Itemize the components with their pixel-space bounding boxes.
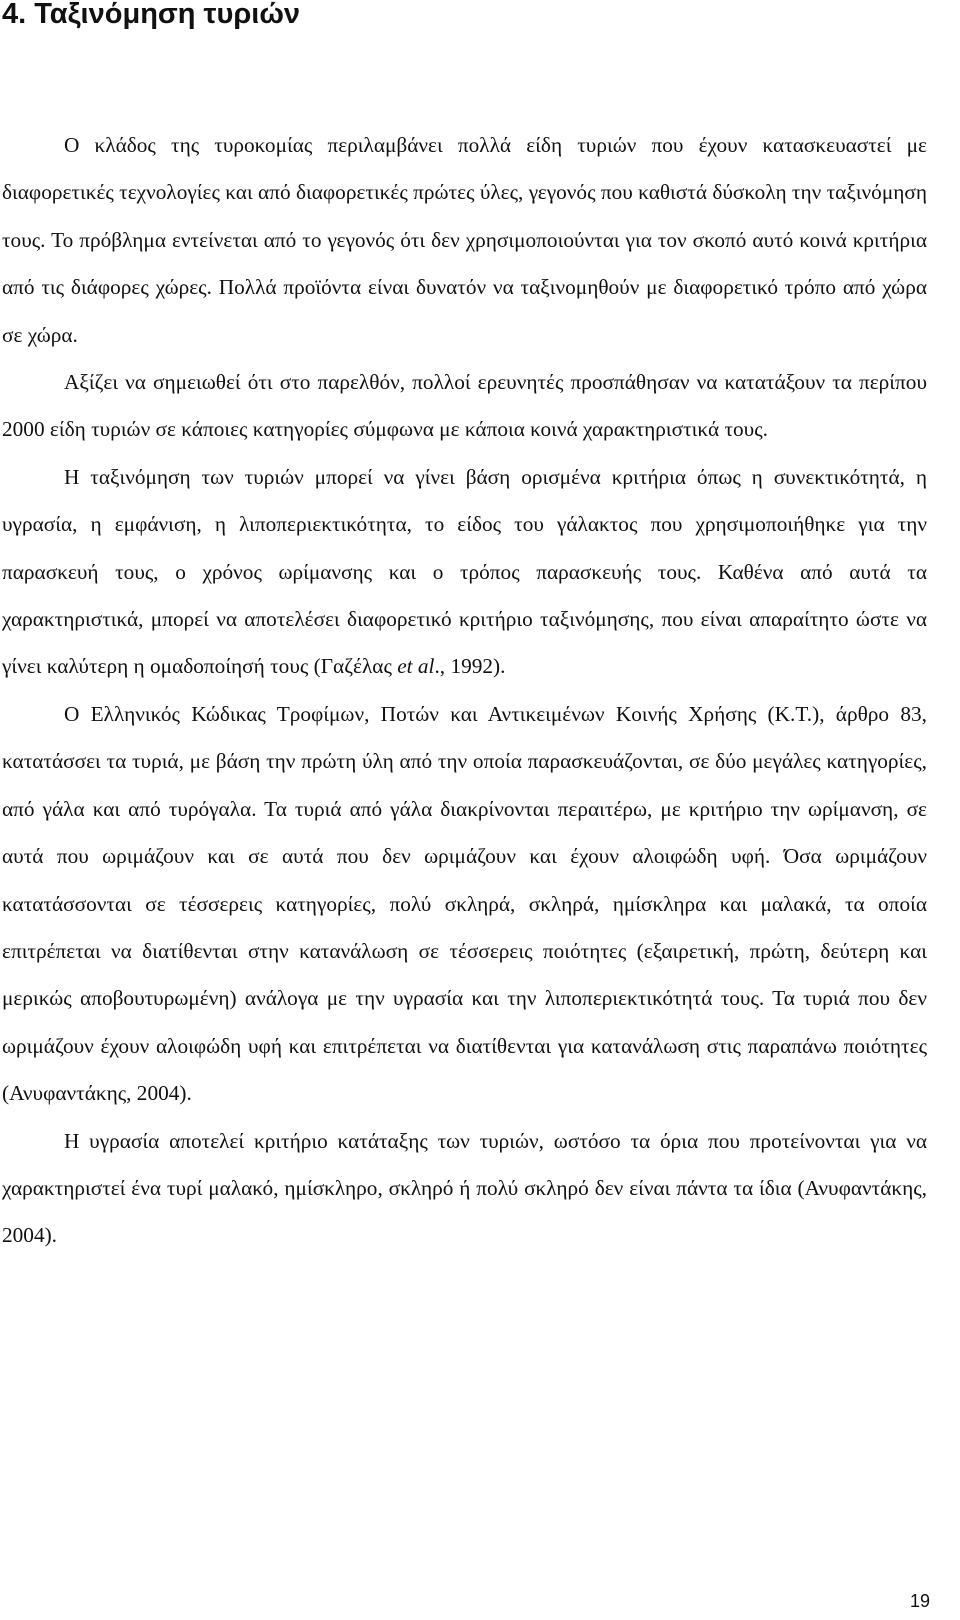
paragraph-cheese-industry: Ο κλάδος της τυροκομίας περιλαμβάνει πολλά είδη τυριών που έχουν κατασκευαστεί με διαφορετικές τεχνολογίες και από διαφορετικές πρώτες ύλες, γεγονός που καθιστά δύσκολη την ταξινόμηση τους. Το πρόβλημα εντείνεται από το γεγονός ότι δεν χρησιμοποιούνται για τον σκοπό αυτό κοινά κριτήρια από τις διάφορες χώρες. Πολλά προϊόντα είναι δυνατόν να ταξινομηθούν με διαφορετικό τρόπο από χώρα σε χώρα. <box>2 133 927 347</box>
paragraph-researchers: Αξίζει να σημειωθεί ότι στο παρελθόν, πολλοί ερευνητές προσπάθησαν να κατατάξουν τα περίπου 2000 είδη τυριών σε κάποιες κατηγορίες σύμφωνα με κάποια κοινά χαρακτηριστικά τους. <box>2 370 927 442</box>
paragraph-food-code: Ο Ελληνικός Κώδικας Τροφίμων, Ποτών και Αντικειμένων Κοινής Χρήσης (Κ.Τ.), άρθρο 83, κατατάσσει τα τυριά, με βάση την πρώτη ύλη από την οποία παρασκευάζονται, σε δύο μεγάλες κατηγορίες, από γάλα και από τυρόγαλα. Τα τυριά από γάλα διακρίνονται περαιτέρω, με κριτήριο την ωρίμανση, σε αυτά που ωριμάζουν και σε αυτά που δεν ωριμάζουν και έχουν αλοιφώδη υφή. Όσα ωριμάζουν κατατάσσονται σε τέσσερεις κατηγορίες, πολύ σκληρά, σκληρά, ημίσκληρα και μαλακά, τα οποία επιτρέπεται να διατίθενται στην κατανάλωση σε τέσσερεις ποιότητες (εξαιρετική, πρώτη, δεύτερη και μερικώς αποβουτυρωμένη) ανάλογα με την υγρασία και την λιποπεριεκτικότητά τους. Τα τυριά που δεν ωριμάζουν έχουν αλοιφώδη υφή και επιτρέπεται να διατίθενται για κατανάλωση στις παραπάνω ποιότητες (Ανυφαντάκης, 2004). <box>2 701 927 1106</box>
paragraph-classification-criteria <box>2 454 927 691</box>
page-number: 19 <box>909 1591 930 1611</box>
citation-et-al: et al <box>397 654 435 679</box>
section-heading: 4. Ταξινόμηση τυριών <box>2 0 300 30</box>
citation-year: ., 1992). <box>434 654 506 679</box>
body-text <box>2 122 927 1260</box>
paragraph-classification-text: Η ταξινόμηση των τυριών μπορεί να γίνει βάση ορισμένα κριτήρια όπως η συνεκτικότητά, η υγρασία, η εμφάνιση, η λιποπεριεκτικότητα, το είδος του γάλακτος που χρησιμοποιήθηκε για την παρασκευή τους, ο χρόνος ωρίμανσης και ο τρόπος παρασκευής τους. Καθένα από αυτά τα χαρακτηριστικά, μπορεί να αποτελέσει διαφορετικό κριτήριο ταξινόμησης, που είναι απαραίτητο ώστε να γίνει καλύτερη η ομαδοποίησή τους (Γαζέλας <box>2 464 927 679</box>
paragraph-moisture: Η υγρασία αποτελεί κριτήριο κατάταξης των τυριών, ωστόσο τα όρια που προτείνονται για να χαρακτηριστεί ένα τυρί μαλακό, ημίσκληρο, σκληρό ή πολύ σκληρό δεν είναι πάντα τα ίδια (Ανυφαντάκης, 2004). <box>2 1128 927 1248</box>
